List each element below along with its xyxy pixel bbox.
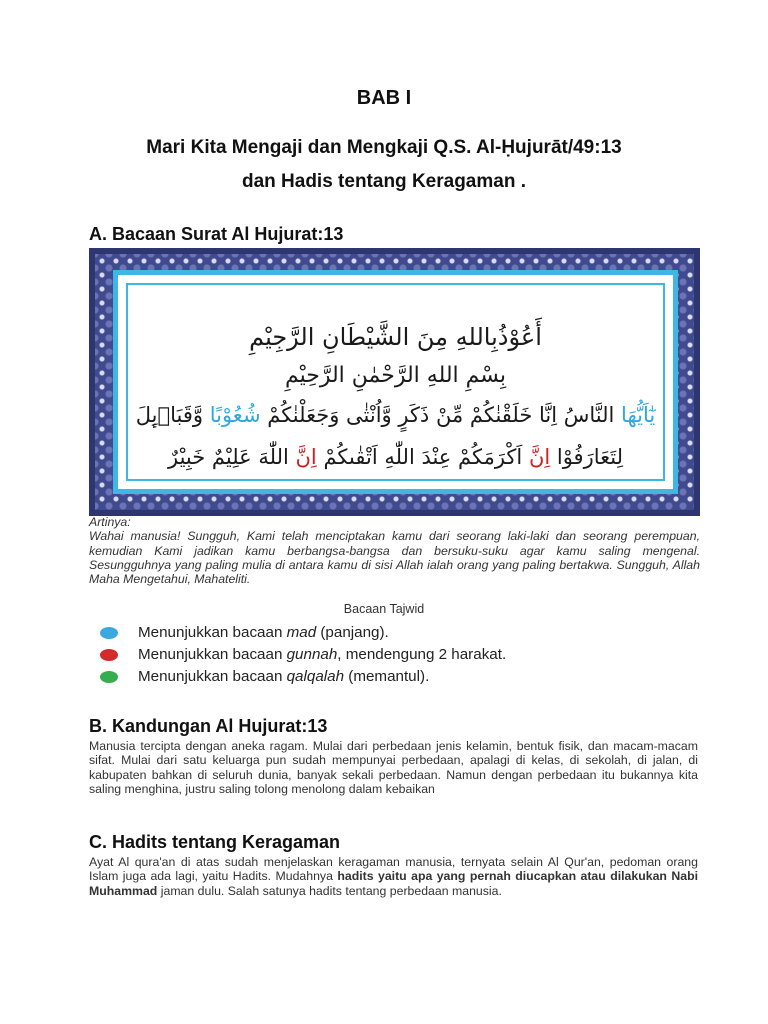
mad-highlight: شُعُوْبًا — [209, 403, 261, 427]
legend-label: Menunjukkan bacaan qalqalah (memantul). — [138, 668, 430, 685]
blue-dot-icon — [100, 627, 118, 639]
quran-verse-image — [89, 248, 700, 516]
green-dot-icon — [100, 671, 118, 683]
section-a-heading: A. Bacaan Surat Al Hujurat:13 — [89, 224, 344, 244]
translation-text: Artinya: Wahai manusia! Sungguh, Kami telah menciptakan kamu dari seorang laki-laki dan seorang perempuan, kemudian Kami jadikan kamu berbangsa-bangsa dan bersuku-suku agar kamu saling mengenal. Sesungguhnya yang paling mulia di antara kamu di sisi Allah ialah orang yang paling bertakwa. Sungguh, Allah Maha Mengetahui, Mahateliti. — [89, 515, 700, 587]
hadith-definition: hadits yaitu apa yang pernah diucapkan atau dilakukan Nabi Muhammad — [89, 869, 698, 898]
verse-text: وَّقَبَاۤىِٕلَ — [135, 403, 210, 427]
basmalah-line: بِسْمِ اللهِ الرَّحْمٰنِ الرَّحِيْمِ — [284, 363, 507, 388]
body-text: Ayat Al qura'an di atas sudah menjelaskan keragaman manusia, ternyata selain Al Qur'an, pedoman orang Islam juga ada lagi, yaitu Hadits. Mudahnya — [89, 855, 698, 884]
gunnah-highlight: اِنَّ — [528, 445, 551, 469]
taawudz-line: أَعُوْذُبِاللهِ مِنَ الشَّيْطَانِ الرَّجِيْمِ — [249, 323, 542, 351]
verse-text: النَّاسُ اِنَّا خَلَقْنٰكُمْ مِّنْ ذَكَرٍ وَّاُنْثٰى وَجَعَلْنٰكُمْ — [260, 403, 622, 427]
verse-line-2 — [128, 445, 663, 469]
mad-highlight: يٰٓاَيُّهَا — [621, 403, 656, 427]
page-title — [60, 131, 708, 199]
section-c-heading: C. Hadits tentang Keragaman — [89, 832, 341, 852]
legend-label: Menunjukkan bacaan gunnah, mendengung 2 harakat. — [138, 646, 507, 663]
title-line-1: Mari Kita Mengaji dan Mengkaji Q.S. Al-Ḥujurāt/49:13 — [146, 137, 622, 158]
verse-panel — [113, 270, 678, 494]
section-b-heading: B. Kandungan Al Hujurat:13 — [89, 716, 328, 736]
chapter-heading: BAB I — [356, 87, 412, 109]
body-text: jaman dulu. Salah satunya hadits tentang perbedaan manusia. — [157, 883, 502, 898]
legend-label: Menunjukkan bacaan mad (panjang). — [138, 624, 389, 641]
verse-text: اللّٰهَ عَلِيْمٌ خَبِيْرٌ — [167, 445, 296, 469]
verse-line-1 — [128, 403, 663, 427]
section-b-body: Manusia tercipta dengan aneka ragam. Mulai dari perbedaan jenis kelamin, bentuk fisik, dan macam-macam sifat. Mulai dari satu keluarga pun sudah mempunyai perbedaan, apalagi di kelas, di sekolah, di jalan, di kabupaten bahkan di seluruh dunia, banyak sekali perbedaan. Namun dengan perbedaan itu bukannya kita saling menghina, justru saling tolong menolong dalam kebaikan — [89, 739, 698, 796]
tajwid-heading: Bacaan Tajwid — [343, 602, 425, 616]
section-c-body — [89, 855, 698, 898]
red-dot-icon — [100, 649, 118, 661]
verse-inner-frame — [126, 283, 665, 481]
verse-text: اَكْرَمَكُمْ عِنْدَ اللّٰهِ اَتْقٰىكُمْ — [316, 445, 529, 469]
gunnah-highlight: اِنَّ — [295, 445, 317, 469]
verse-text: لِتَعَارَفُوْا — [550, 445, 624, 469]
title-line-2: dan Hadis tentang Keragaman . — [241, 171, 526, 192]
